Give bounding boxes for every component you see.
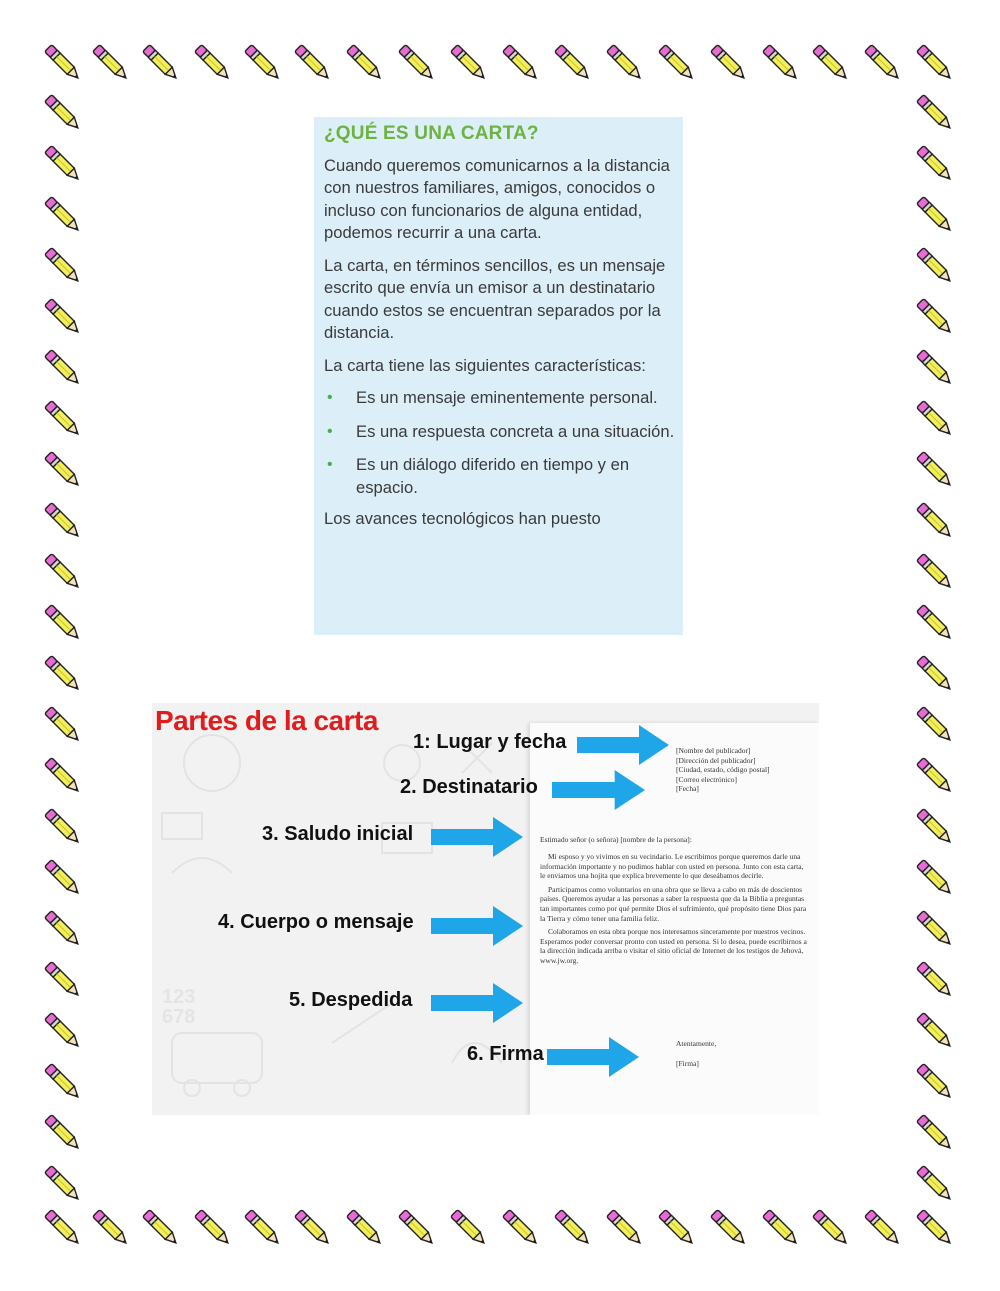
letter-parts-diagram — [152, 703, 819, 1115]
pencil-icon — [40, 1205, 86, 1251]
list-item: • Es un diálogo diferido en tiempo y en espacio. — [327, 455, 630, 497]
info-paragraph-2: La carta, en términos sencillos, es un mensaje escrito que envía un emisor a un destinatario cuando estos se encuentran separados por la distancia. — [324, 255, 666, 342]
pencil-icon — [240, 40, 286, 86]
pencil-icon — [40, 141, 86, 187]
pencil-icon — [40, 1161, 86, 1207]
label-recipient: 2. Destinatario — [400, 776, 538, 798]
pencil-icon — [912, 1059, 958, 1105]
arrow-right-icon — [431, 983, 523, 1023]
pencil-icon — [138, 40, 184, 86]
greeting-text: Estimado señor (o señora) [nombre de la persona]: — [540, 835, 692, 844]
what-is-a-letter-box — [314, 117, 683, 635]
pencil-icon — [40, 40, 86, 86]
arrow-right-icon — [431, 817, 523, 857]
label-greeting: 3. Saludo inicial — [262, 823, 414, 845]
pencil-icon — [912, 804, 958, 850]
pencil-icon — [912, 90, 958, 136]
pencil-icon — [602, 1205, 648, 1251]
pencil-icon — [912, 1110, 958, 1156]
label-farewell: 5. Despedida — [289, 989, 413, 1011]
arrow-right-icon — [431, 906, 523, 946]
pencil-icon — [290, 40, 336, 86]
bullet-icon: • — [327, 422, 333, 440]
letter-body: Mi esposo y yo vivimos en su vecindario. Le escribimos porque queremos darle una información importante y no pudimos hablar con usted en persona. Junto con esta carta, le enviamos una hojita que explica brevemente lo que deseábamos decirle. Participamos como voluntarios en una obra que se lleva a cabo en más de doscientos países. Queremos ayudar a las personas a saber la respuesta que da la Biblia a preguntas tan importantes como por qué permite Dios el sufrimiento, qué propósito tiene Dios para la Tierra y cómo tener una familia feliz. Colaboramos en esta obra porque nos interesamos sinceramente por nuestros vecinos. Esperamos poder conversar pronto con usted en persona. Si lo desea, puede escribirnos a la dirección indicada arriba o visitar el sitio oficial de Internet de los testigos de Jehová, www.jw.org. — [540, 852, 807, 965]
pencil-icon — [40, 600, 86, 646]
pencil-icon — [40, 906, 86, 952]
pencil-icon — [912, 141, 958, 187]
pencil-icon — [40, 243, 86, 289]
pencil-icon — [446, 1205, 492, 1251]
pencil-icon — [40, 498, 86, 544]
pencil-icon — [40, 855, 86, 901]
list-item: • Es una respuesta concreta a una situación. — [324, 421, 675, 444]
pencil-icon — [40, 753, 86, 799]
arrow-right-icon — [552, 770, 645, 810]
pencil-icon — [654, 1205, 700, 1251]
pencil-icon — [550, 40, 596, 86]
info-title: ¿QUÉ ES UNA CARTA? — [324, 123, 539, 144]
pencil-icon — [498, 1205, 544, 1251]
pencil-icon — [190, 1205, 236, 1251]
pencil-icon — [912, 1008, 958, 1054]
pencil-icon — [912, 447, 958, 493]
pencil-icon — [912, 396, 958, 442]
pencil-icon — [912, 40, 958, 86]
pencil-icon — [40, 1008, 86, 1054]
pencil-icon — [342, 1205, 388, 1251]
pencil-icon — [88, 1205, 134, 1251]
pencil-icon — [138, 1205, 184, 1251]
pencil-icon — [40, 549, 86, 595]
pencil-icon — [912, 1161, 958, 1207]
pencil-icon — [342, 40, 388, 86]
label-place-date: 1: Lugar y fecha — [413, 731, 567, 753]
label-body: 4. Cuerpo o mensaje — [218, 911, 414, 933]
label-signature: 6. Firma — [467, 1043, 544, 1065]
pencil-icon — [40, 702, 86, 748]
info-paragraph-3: La carta tiene las siguientes características: — [324, 355, 646, 375]
pencil-icon — [912, 243, 958, 289]
pencil-icon — [706, 1205, 752, 1251]
pencil-icon — [394, 1205, 440, 1251]
pencil-icon — [40, 396, 86, 442]
pencil-icon — [40, 345, 86, 391]
list-item: • Es un mensaje eminentemente personal. — [324, 387, 675, 410]
parts-title: Partes de la carta — [155, 705, 378, 736]
pencil-icon — [758, 1205, 804, 1251]
pencil-icon — [860, 40, 906, 86]
pencil-icon — [190, 40, 236, 86]
pencil-icon — [40, 651, 86, 697]
sender-header: [Nombre del publicador] [Dirección del publicador] [Ciudad, estado, código postal] [Correo electrónico] [Fecha] — [676, 746, 770, 794]
pencil-icon — [912, 294, 958, 340]
pencil-icon — [808, 40, 854, 86]
pencil-icon — [860, 1205, 906, 1251]
info-paragraph-1: Cuando queremos comunicarnos a la distancia con nuestros familiares, amigos, conocidos o incluso con funcionarios de alguna entidad, podemos recurrir a una carta. — [324, 155, 670, 242]
pencil-icon — [290, 1205, 336, 1251]
pencil-icon — [912, 651, 958, 697]
pencil-icon — [40, 294, 86, 340]
pencil-icon — [498, 40, 544, 86]
pencil-icon — [912, 345, 958, 391]
pencil-icon — [758, 40, 804, 86]
pencil-icon — [446, 40, 492, 86]
pencil-icon — [40, 192, 86, 238]
pencil-icon — [394, 40, 440, 86]
pencil-icon — [912, 600, 958, 646]
pencil-icon — [40, 447, 86, 493]
closing-text: Atentamente, — [676, 1039, 717, 1048]
pencil-icon — [912, 549, 958, 595]
characteristics-list — [324, 387, 675, 499]
svg-text:123: 123 — [162, 986, 196, 1008]
pencil-icon — [550, 1205, 596, 1251]
pencil-icon — [40, 957, 86, 1003]
pencil-icon — [40, 804, 86, 850]
pencil-icon — [912, 855, 958, 901]
signature-text: [Firma] — [676, 1059, 699, 1068]
pencil-icon — [654, 40, 700, 86]
pencil-icon — [912, 498, 958, 544]
pencil-icon — [88, 40, 134, 86]
pencil-icon — [40, 90, 86, 136]
pencil-icon — [602, 40, 648, 86]
pencil-icon — [912, 702, 958, 748]
pencil-icon — [912, 906, 958, 952]
pencil-icon — [40, 1059, 86, 1105]
bullet-icon: • — [327, 389, 333, 406]
pencil-icon — [912, 192, 958, 238]
pencil-icon — [706, 40, 752, 86]
pencil-icon — [912, 1205, 958, 1251]
bullet-icon: • — [327, 456, 333, 473]
pencil-icon — [40, 1110, 86, 1156]
arrow-right-icon — [547, 1037, 639, 1077]
pencil-icon — [808, 1205, 854, 1251]
pencil-icon — [912, 753, 958, 799]
pencil-icon — [912, 957, 958, 1003]
arrow-right-icon — [577, 725, 669, 765]
info-paragraph-last: Los avances tecnológicos han puesto — [324, 509, 601, 528]
svg-text:678: 678 — [162, 1006, 196, 1028]
pencil-icon — [240, 1205, 286, 1251]
